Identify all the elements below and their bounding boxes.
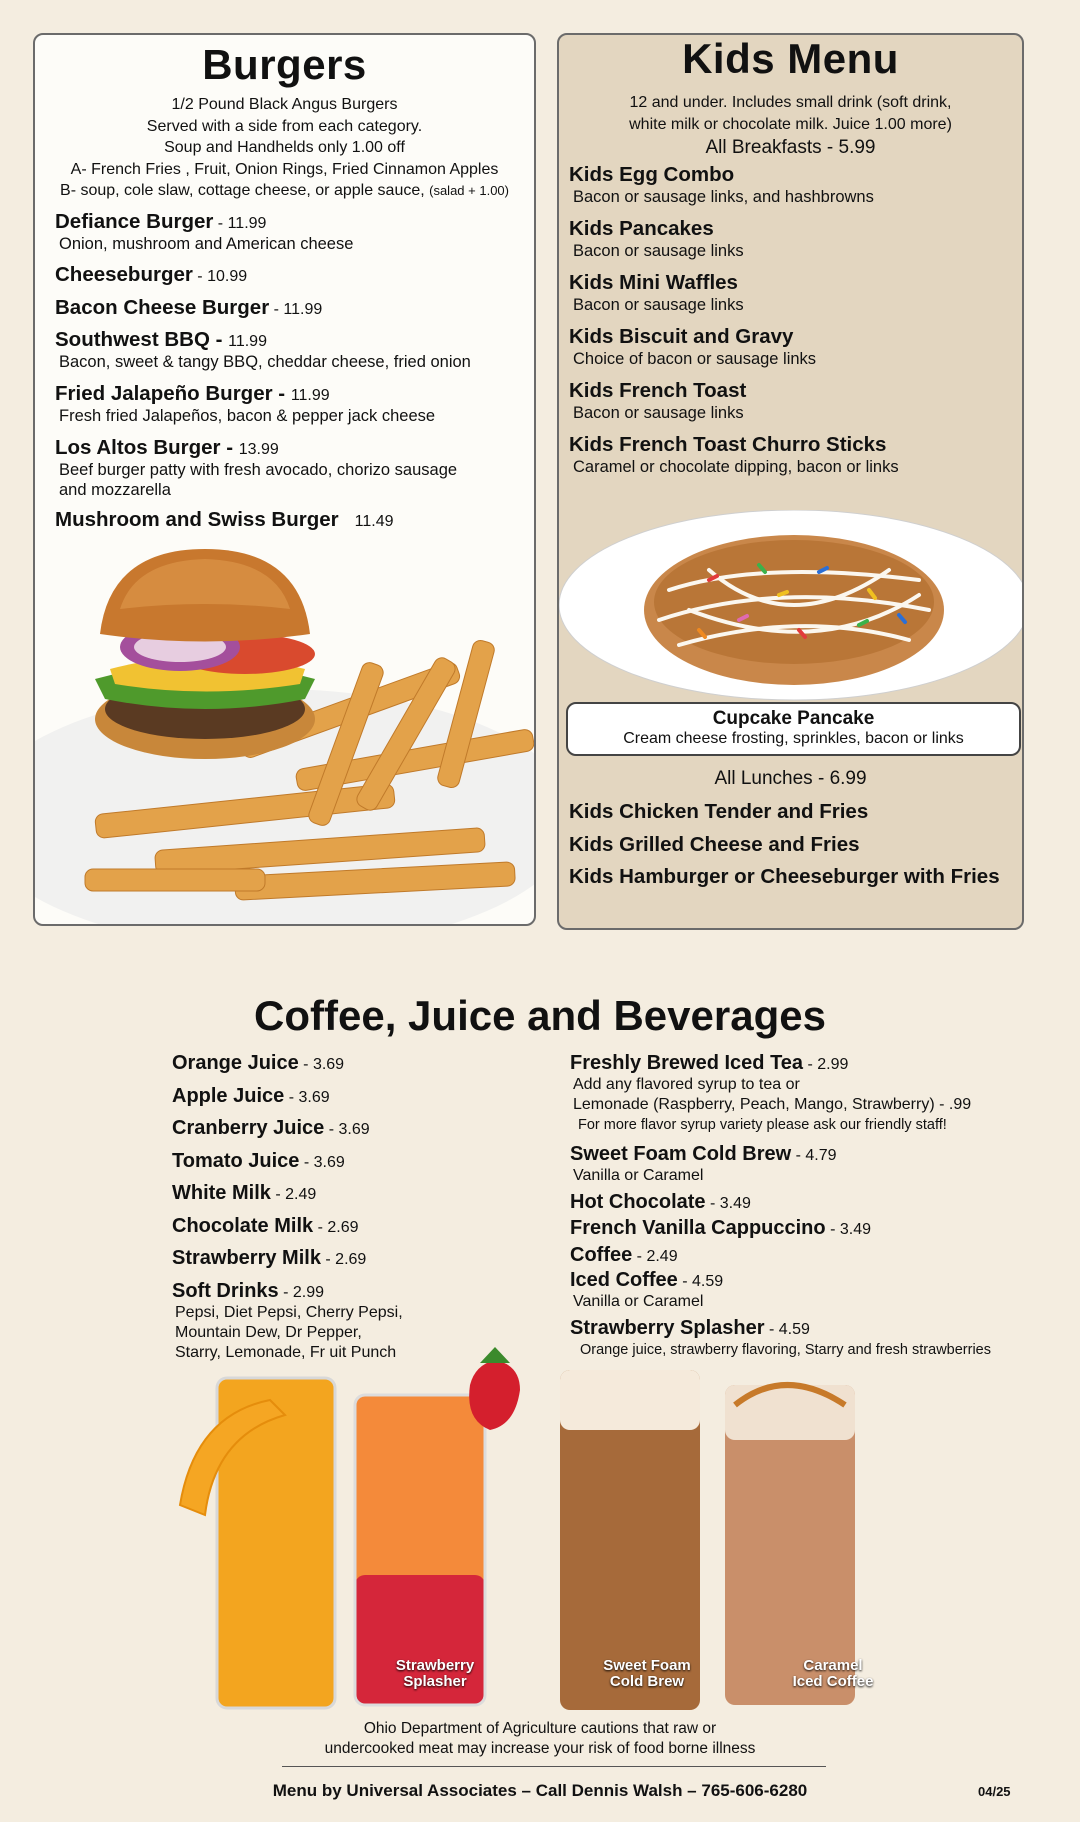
item-name: Southwest BBQ -: [55, 328, 229, 351]
beverage-item: [172, 1085, 330, 1108]
kids-item: [569, 379, 746, 423]
item-name: Bacon Cheese Burger: [55, 296, 270, 319]
beverage-item: [172, 1150, 345, 1173]
drink-label: [592, 1658, 702, 1690]
item-name: White Milk: [172, 1182, 271, 1204]
burgers-intro-line: [35, 180, 534, 202]
item-price: - 3.69: [284, 1089, 330, 1106]
side-b-text: B- soup, cole slaw, cottage cheese, or apple sauce,: [60, 182, 430, 199]
item-name: French Vanilla Cappuccino: [570, 1217, 826, 1239]
item-desc: Mountain Dew, Dr Pepper,: [175, 1324, 362, 1341]
item-price: - 2.49: [270, 1186, 317, 1203]
menu-item: [55, 263, 247, 287]
drink-label-line: Sweet Foam: [603, 1657, 691, 1674]
item-price: - 2.69: [320, 1251, 367, 1268]
kids-item: [569, 325, 816, 369]
item-price: - 3.49: [825, 1221, 871, 1238]
cupcake-pancake-photo: [559, 510, 1022, 710]
item-name: Chocolate Milk: [172, 1215, 314, 1237]
item-price: - 3.69: [324, 1121, 370, 1138]
burgers-intro: [35, 94, 534, 202]
beverage-item: [570, 1269, 723, 1312]
item-desc: Bacon or sausage links: [573, 404, 744, 422]
food-safety-note: [0, 1719, 1080, 1759]
beverage-item: [570, 1244, 678, 1267]
item-name: Cranberry Juice: [172, 1117, 325, 1139]
menu-item: [55, 436, 457, 500]
kids-lunch-item: Kids Hamburger or Cheeseburger with Fries: [569, 865, 1000, 888]
salad-upcharge: (salad + 1.00): [429, 183, 509, 198]
kids-menu-panel: [557, 33, 1024, 930]
item-desc: Bacon or sausage links, and hashbrowns: [573, 188, 874, 206]
cupcake-pancake-feature: [566, 702, 1021, 756]
item-name: Coffee: [570, 1244, 633, 1266]
item-name: Kids Mini Waffles: [569, 271, 738, 294]
item-desc: Choice of bacon or sausage links: [573, 350, 817, 368]
kids-intro-line: white milk or chocolate milk. Juice 1.00 more): [629, 115, 952, 133]
item-desc: Starry, Lemonade, Fr uit Punch: [175, 1344, 397, 1361]
item-price: - 4.79: [791, 1147, 837, 1164]
menu-item: [55, 382, 435, 426]
menu-credit: Menu by Universal Associates – Call Dennis Walsh – 765-606-6280: [272, 1781, 808, 1800]
beverage-item: [172, 1215, 359, 1238]
item-desc: For more flavor syrup variety please ask our friendly staff!: [578, 1117, 947, 1133]
kids-intro: [559, 92, 1022, 135]
item-name: Los Altos Burger -: [55, 436, 239, 459]
item-name: Orange Juice: [172, 1052, 299, 1074]
item-desc: Orange juice, strawberry flavoring, Starry and fresh strawberries: [580, 1342, 991, 1358]
item-name: Soft Drinks: [172, 1280, 279, 1302]
feature-name: Cupcake Pancake: [712, 708, 875, 729]
item-price: - 10.99: [192, 268, 248, 285]
item-desc: Add any flavored syrup to tea or: [573, 1076, 800, 1093]
kids-item: [569, 217, 744, 261]
beverage-item: [172, 1182, 316, 1205]
item-name: Cheeseburger: [55, 263, 193, 286]
note-line: Ohio Department of Agriculture cautions that raw or: [363, 1720, 717, 1737]
item-desc: Bacon or sausage links: [573, 296, 744, 314]
item-name: Kids French Toast: [569, 379, 747, 402]
item-price: - 2.99: [278, 1284, 325, 1301]
kids-item: [569, 433, 899, 477]
item-desc: Onion, mushroom and American cheese: [59, 235, 354, 253]
item-desc: Lemonade (Raspberry, Peach, Mango, Strawberry) - .99: [573, 1096, 972, 1113]
beverage-item: [570, 1143, 837, 1186]
item-desc: Vanilla or Caramel: [573, 1293, 704, 1310]
item-price: 11.49: [354, 513, 394, 530]
drink-label-line: Splasher: [403, 1673, 467, 1690]
item-desc: Vanilla or Caramel: [573, 1167, 704, 1184]
breakfast-header: All Breakfasts - 5.99: [705, 137, 876, 158]
item-price: - 3.69: [299, 1154, 345, 1171]
item-desc: Caramel or chocolate dipping, bacon or links: [573, 458, 899, 476]
item-name: Fried Jalapeño Burger -: [55, 382, 291, 405]
kids-item: [569, 163, 874, 207]
item-name: Kids Egg Combo: [569, 163, 735, 186]
feature-desc: Cream cheese frosting, sprinkles, bacon or links: [623, 730, 964, 747]
footer-divider: [282, 1766, 826, 1767]
burgers-title: Burgers: [202, 41, 367, 88]
burger-fries-photo: [35, 549, 534, 924]
drink-label-line: Strawberry: [395, 1657, 475, 1674]
beverage-item: [172, 1117, 370, 1140]
item-name: Kids Pancakes: [569, 217, 714, 240]
kids-intro-line: 12 and under. Includes small drink (soft drink,: [629, 94, 952, 111]
item-name: Kids Biscuit and Gravy: [569, 325, 794, 348]
beverage-item: [172, 1247, 366, 1270]
item-price: - 4.59: [764, 1321, 810, 1338]
item-price: - 4.59: [677, 1273, 724, 1290]
item-price: - 11.99: [213, 215, 267, 232]
item-desc: and mozzarella: [59, 481, 171, 499]
kids-lunch-item: Kids Grilled Cheese and Fries: [569, 833, 860, 856]
item-name: Freshly Brewed Iced Tea: [570, 1052, 804, 1074]
drink-label-line: Cold Brew: [609, 1673, 685, 1690]
item-price: - 2.49: [632, 1248, 678, 1265]
item-name: Sweet Foam Cold Brew: [570, 1143, 792, 1165]
burgers-intro-line: A- French Fries , Fruit, Onion Rings, Fried Cinnamon Apples: [70, 160, 499, 178]
item-name: Apple Juice: [172, 1085, 285, 1107]
burgers-panel: [33, 33, 536, 926]
burgers-intro-line: Served with a side from each category.: [146, 117, 423, 135]
item-name: Hot Chocolate: [570, 1191, 706, 1213]
item-name: Defiance Burger: [55, 210, 214, 233]
kids-lunch-item: Kids Chicken Tender and Fries: [569, 800, 869, 823]
item-name: Tomato Juice: [172, 1150, 300, 1172]
burgers-intro-line: 1/2 Pound Black Angus Burgers: [171, 96, 398, 113]
menu-item: [55, 210, 353, 254]
beverage-item: [570, 1217, 871, 1240]
note-line: undercooked meat may increase your risk of food borne illness: [324, 1740, 756, 1757]
drink-label-line: Caramel: [803, 1657, 863, 1674]
item-price: - 11.99: [269, 301, 323, 318]
beverage-item: [172, 1052, 344, 1075]
menu-item: [55, 508, 394, 532]
item-name: Strawberry Splasher: [570, 1317, 765, 1339]
item-price: - 3.49: [705, 1195, 751, 1212]
item-price: - 2.99: [803, 1056, 849, 1073]
item-name: Strawberry Milk: [172, 1247, 321, 1269]
beverage-item: [570, 1191, 751, 1214]
item-price: - 2.69: [313, 1219, 359, 1236]
item-name: Kids French Toast Churro Sticks: [569, 433, 887, 456]
item-price: - 3.69: [298, 1056, 345, 1073]
item-desc: Fresh fried Jalapeños, bacon & pepper jack cheese: [59, 407, 436, 425]
item-price: 11.99: [290, 387, 330, 404]
burgers-intro-line: Soup and Handhelds only 1.00 off: [164, 139, 405, 156]
menu-item: [55, 328, 471, 372]
item-name: Iced Coffee: [570, 1269, 678, 1291]
item-price: 13.99: [238, 441, 279, 458]
kids-item: [569, 271, 744, 315]
item-desc: Bacon or sausage links: [573, 242, 744, 260]
drink-label: [380, 1658, 490, 1690]
item-desc: Beef burger patty with fresh avocado, chorizo sausage: [59, 461, 458, 479]
drink-label: [778, 1658, 888, 1690]
lunch-header: All Lunches - 6.99: [714, 768, 867, 789]
menu-item: [55, 296, 322, 320]
item-name: Mushroom and Swiss Burger: [55, 508, 339, 531]
kids-menu-title: Kids Menu: [682, 35, 899, 82]
beverage-item: [570, 1052, 971, 1135]
drink-label-line: Iced Coffee: [792, 1673, 874, 1690]
item-price: 11.99: [228, 333, 267, 350]
menu-date: 04/25: [978, 1784, 1011, 1799]
beverages-title: Coffee, Juice and Beverages: [254, 992, 826, 1039]
item-desc: Pepsi, Diet Pepsi, Cherry Pepsi,: [175, 1304, 403, 1321]
item-desc: Bacon, sweet & tangy BBQ, cheddar cheese, fried onion: [59, 353, 471, 371]
